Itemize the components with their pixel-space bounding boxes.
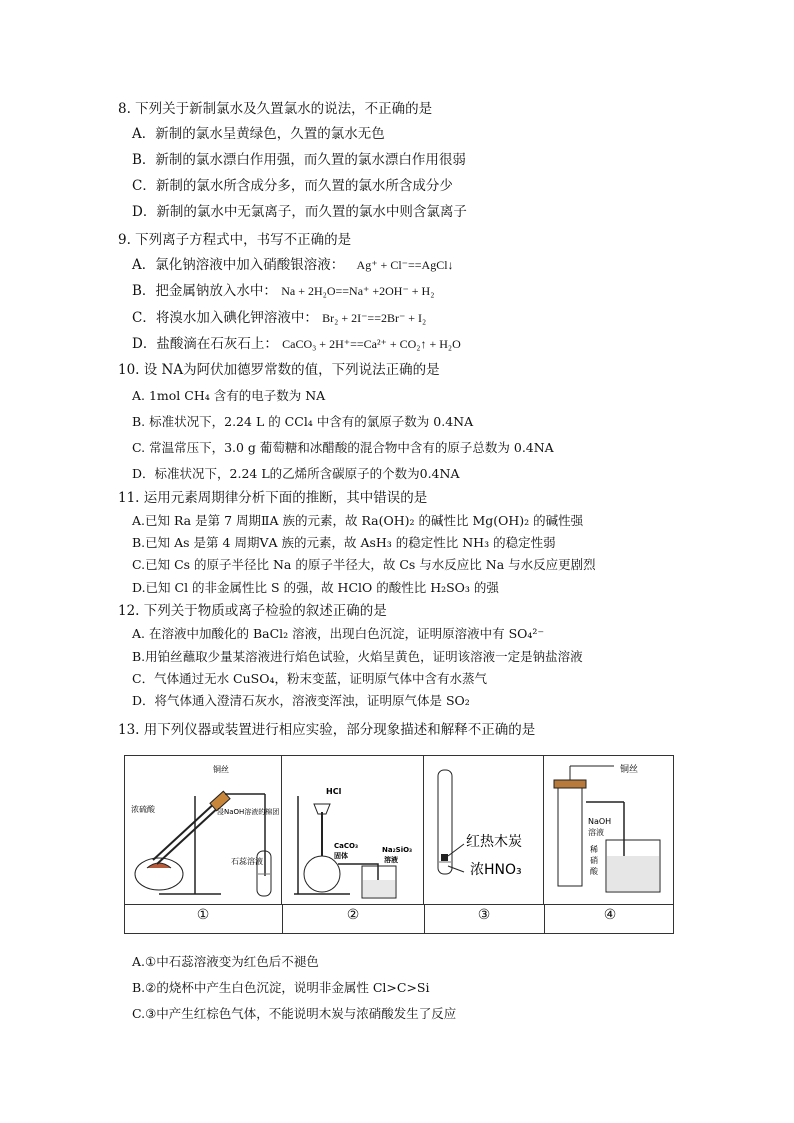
fig4-solution-label: 溶液 (588, 828, 604, 837)
q8-option-c: C．新制的氯水所含成分多，而久置的氯水所含成分少 (132, 178, 453, 194)
fig2-hcl-label: HCl (326, 787, 342, 796)
q9-option-c-label: C．将溴水加入碘化钾溶液中： (132, 310, 318, 326)
fig4-dilute-3: 酸 (590, 867, 598, 876)
q9-option-b (132, 282, 434, 300)
q13-option-c: C.③中产生红棕色气体，不能说明木炭与浓硝酸发生了反应 (132, 1006, 457, 1021)
q12-option-d: D．将气体通入澄清石灰水，溶液变浑浊，证明原气体是 SO₂ (132, 693, 470, 708)
figure-2-diagram (282, 756, 423, 904)
q9-option-a-label: A．氯化钠溶液中加入硝酸银溶液： (132, 257, 345, 273)
q12-option-c: C．气体通过无水 CuSO₄，粉末变蓝，证明原气体中含有水蒸气 (132, 671, 487, 686)
q11-option-c: C.已知 Cs 的原子半径比 Na 的原子半径大，故 Cs 与水反应比 Na 与水反应更剧烈 (132, 557, 596, 572)
figure-image-row (125, 756, 673, 905)
fig2-solution-label: 溶液 (384, 856, 398, 864)
figure-2-label: ② (346, 907, 360, 923)
q9-option-b-label: B．把金属钠放入水中： (132, 283, 277, 299)
fig1-acid-label: 浓硫酸 (131, 805, 155, 814)
q10-option-b: B. 标准状况下，2.24 L 的 CCl₄ 中含有的氯原子数为 0.4NA (132, 414, 474, 429)
q10-option-a: A. 1mol CH₄ 含有的电子数为 NA (132, 388, 326, 403)
fig3-charcoal-label: 红热木炭 (466, 834, 522, 850)
q11-option-b: B.已知 As 是第 4 周期ⅤA 族的元素，故 AsH₃ 的稳定性比 NH₃ 的稳定性弱 (132, 535, 556, 550)
q9-option-b-equation: Na + 2H₂O==Na⁺ +2OH⁻ + H₂ (281, 284, 435, 298)
q12-stem: 12. 下列关于物质或离子检验的叙述正确的是 (118, 603, 387, 619)
q8-option-a: A．新制的氯水呈黄绿色，久置的氯水无色 (132, 126, 385, 142)
q8-stem: 8. 下列关于新制氯水及久置氯水的说法，不正确的是 (118, 101, 433, 117)
apparatus-figure-table (124, 755, 674, 934)
q10-stem: 10. 设 NA为阿伏加德罗常数的值，下列说法正确的是 (118, 362, 440, 378)
q11-stem: 11. 运用元素周期律分析下面的推断，其中错误的是 (118, 490, 428, 506)
fig1-cotton-label: 浸NaOH溶液的棉团 (217, 808, 280, 816)
q9-option-c (132, 309, 426, 327)
q9-option-c-equation: Br₂ + 2I⁻==2Br⁻ + I₂ (322, 311, 427, 325)
q11-option-d: D.已知 Cl 的非金属性比 S 的强，故 HClO 的酸性比 H₂SO₃ 的强 (132, 580, 499, 595)
figure-4-label: ④ (603, 907, 617, 923)
figure-1-cell (125, 756, 282, 904)
q11-option-a: A.已知 Ra 是第 7 周期ⅡA 族的元素，故 Ra(OH)₂ 的碱性比 Mg(OH)₂ 的碱性强 (132, 513, 584, 528)
q13-option-a: A.①中石蕊溶液变为红色后不褪色 (132, 954, 319, 969)
fig4-copper-label: 铜丝 (620, 765, 639, 775)
fig4-dilute-2: 硝 (590, 856, 598, 865)
fig1-copper-label: 铜丝 (213, 765, 229, 774)
q9-option-d-label: D．盐酸滴在石灰石上： (132, 336, 278, 352)
q10-option-d: D．标准状况下，2.24 L的乙烯所含碳原子的个数为0.4NA (132, 466, 460, 481)
label-divider-3 (544, 904, 545, 934)
figure-4-diagram (544, 756, 673, 904)
q13-option-b: B.②的烧杯中产生白色沉淀，说明非金属性 Cl>C>Si (132, 980, 430, 995)
label-divider-1 (282, 904, 283, 934)
q9-option-d-equation: CaCO₃ + 2H⁺==Ca²⁺ + CO₂↑ + H₂O (282, 337, 461, 351)
fig2-na2sio3-label: Na₂SiO₃ (382, 846, 413, 854)
fig2-solid-label: 固体 (334, 852, 348, 860)
label-divider-2 (424, 904, 425, 934)
figure-3-cell (424, 756, 544, 904)
q13-stem: 13. 用下列仪器或装置进行相应实验，部分现象描述和解释不正确的是 (118, 722, 536, 738)
figure-4-cell (544, 756, 675, 904)
figure-3-label: ③ (477, 907, 491, 923)
q9-option-a (132, 256, 454, 274)
q9-option-d (132, 335, 461, 353)
figure-3-diagram (424, 756, 543, 904)
q8-option-b: B．新制的氯水漂白作用强，而久置的氯水漂白作用很弱 (132, 152, 466, 168)
q8-option-d: D．新制的氯水中无氯离子，而久置的氯水中则含氯离子 (132, 204, 467, 220)
fig3-acid-label: 浓HNO₃ (470, 862, 522, 878)
q9-stem: 9. 下列离子方程式中，书写不正确的是 (118, 232, 352, 248)
figure-1-diagram (125, 756, 281, 904)
q9-option-a-equation: Ag⁺ + Cl⁻==AgCl↓ (356, 258, 454, 272)
figure-2-cell (282, 756, 424, 904)
fig1-litmus-label: 石蕊溶液 (231, 857, 263, 866)
q10-option-c: C. 常温常压下，3.0 g 葡萄糖和冰醋酸的混合物中含有的原子总数为 0.4NA (132, 440, 554, 455)
q12-option-a: A. 在溶液中加酸化的 BaCl₂ 溶液，出现白色沉淀，证明原溶液中有 SO₄²⁻ (132, 626, 545, 641)
figure-1-label: ① (196, 907, 210, 923)
fig4-dilute-1: 稀 (590, 845, 598, 854)
fig4-naoh-label: NaOH (588, 817, 612, 826)
q12-option-b: B.用铂丝蘸取少量某溶液进行焰色试验，火焰呈黄色，证明该溶液一定是钠盐溶液 (132, 649, 583, 664)
fig2-caco3-label: CaCO₃ (334, 842, 359, 850)
